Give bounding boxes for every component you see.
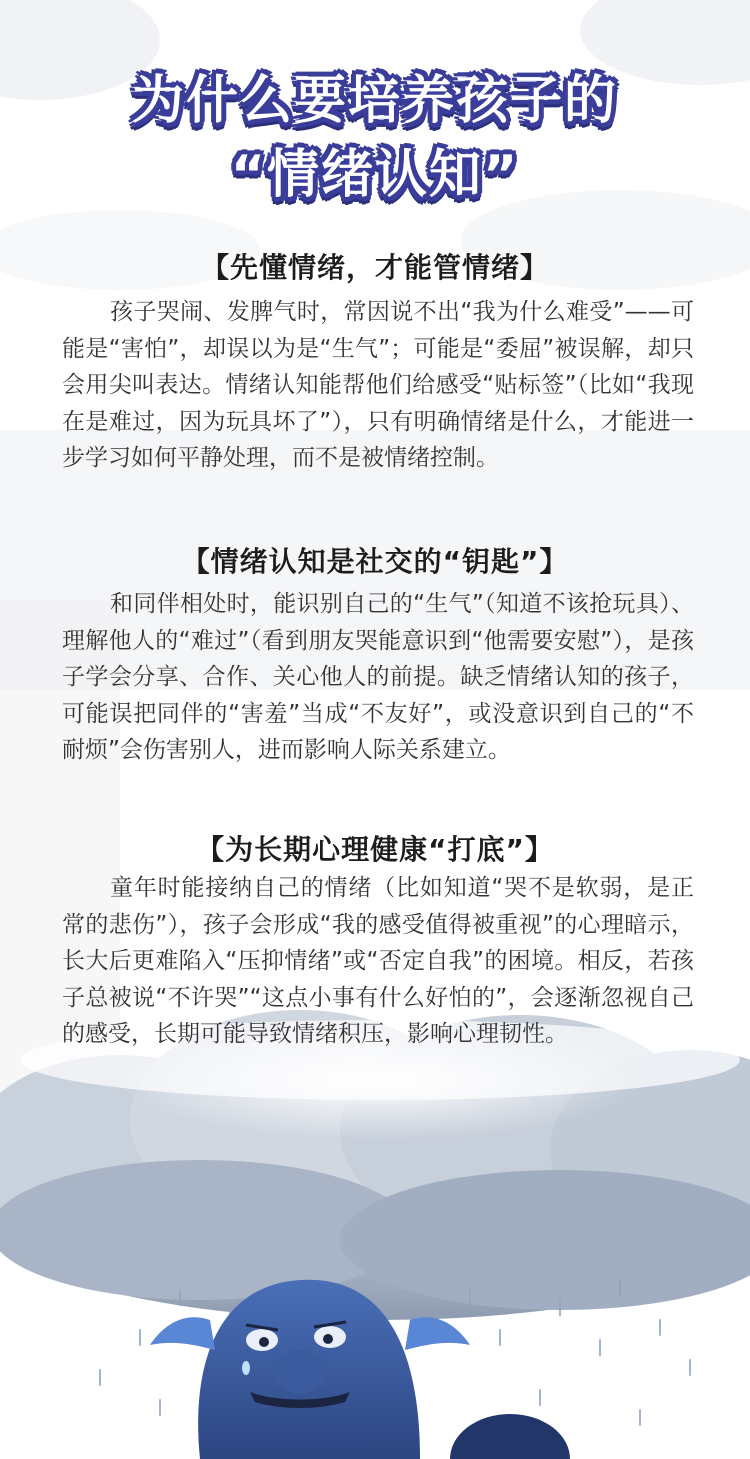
section-paragraph: 童年时能接纳自己的情绪（比如知道“哭不是软弱，是正常的悲伤”），孩子会形成“我的感受值得被重视”的心理暗示，长大后更难陷入“压抑情绪”或“否定自我”的困境。相反，若孩子总被说“不许哭”“这点小事有什么好怕的”，会逐渐忽视自己的感受，长期可能导致情绪积压，影响心理韧性。 bbox=[62, 875, 694, 1048]
section-heading: 【为长期心理健康“打底”】 bbox=[196, 833, 554, 866]
section-heading: 【情绪认知是社交的“钥匙”】 bbox=[181, 545, 569, 578]
section-paragraph: 孩子哭闹、发脾气时，常因说不出“我为什么难受”——可能是“害怕”，却误以为是“生气”；可能是“委屈”被误解，却只会用尖叫表达。情绪认知能帮他们给感受“贴标签”（比如“我现在是难过，因为玩具坏了”），只有明确情绪是什么，才能进一步学习如何平静处理，而不是被情绪控制。 bbox=[62, 299, 694, 472]
page-title-line1: 为什么要培养孩子的 bbox=[131, 71, 618, 131]
section-heading: 【先懂情绪，才能管情绪】 bbox=[200, 251, 549, 284]
section-paragraph: 和同伴相处时，能识别自己的“生气”（知道不该抢玩具）、理解他人的“难过”（看到朋友哭能意识到“他需要安慰”），是孩子学会分享、合作、关心他人的前提。缺乏情绪认知的孩子，可能误把同伴的“害羞”当成“不友好”，或没意识到自己的“不耐烦”会伤害别人，进而影响人际关系建立。 bbox=[62, 591, 694, 764]
page-title-line2: “情绪认知” bbox=[230, 145, 520, 205]
storm-cloud bbox=[0, 1010, 750, 1320]
